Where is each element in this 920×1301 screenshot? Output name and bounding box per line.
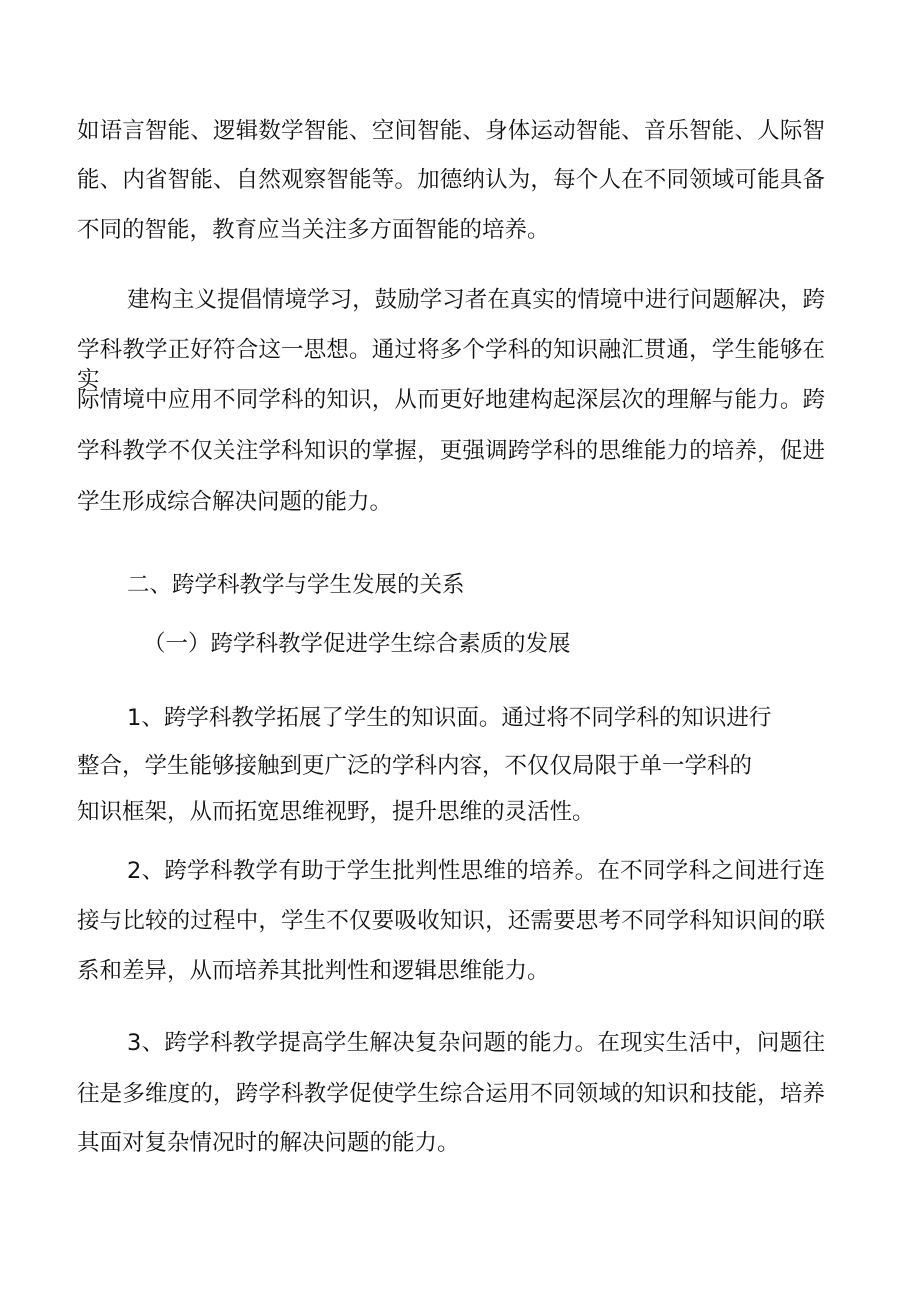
item-2-line-2: 接与比较的过程中，学生不仅要吸收知识，还需要思考不同学科知识间的联 <box>77 908 825 934</box>
paragraph-2-line-1: 建构主义提倡情境学习，鼓励学习者在真实的情境中进行问题解决，跨 <box>127 287 825 313</box>
paragraph-2-line-2: 学科教学正好符合这一思想。通过将多个学科的知识融汇贯通，学生能够在实 <box>77 337 825 393</box>
paragraph-1-line-1: 如语言智能、逻辑数学智能、空间智能、身体运动智能、音乐智能、人际智 <box>77 118 825 144</box>
item-2-line-3: 系和差异，从而培养其批判性和逻辑思维能力。 <box>77 958 550 984</box>
item-3-line-3: 其面对复杂情况时的解决问题的能力。 <box>77 1130 460 1156</box>
paragraph-1-line-2: 能、内省智能、自然观察智能等。加德纳认为，每个人在不同领域可能具备 <box>77 167 825 193</box>
item-1-line-1: 1、跨学科教学拓展了学生的知识面。通过将不同学科的知识进行 <box>127 705 772 731</box>
item-1-line-3: 知识框架，从而拓宽思维视野，提升思维的灵活性。 <box>77 799 595 825</box>
paragraph-1-line-3: 不同的智能，教育应当关注多方面智能的培养。 <box>77 217 550 243</box>
paragraph-2-line-5: 学生形成综合解决问题的能力。 <box>77 489 393 515</box>
subsection-heading: （一）跨学科教学促进学生综合素质的发展 <box>143 631 571 657</box>
paragraph-2-line-4: 学科教学不仅关注学科知识的掌握，更强调跨学科的思维能力的培养，促进 <box>77 438 825 464</box>
item-2-line-1: 2、跨学科教学有助于学生批判性思维的培养。在不同学科之间进行连 <box>127 858 825 884</box>
item-3-line-1: 3、跨学科教学提高学生解决复杂问题的能力。在现实生活中，问题往 <box>127 1030 825 1056</box>
paragraph-2-line-3: 际情境中应用不同学科的知识，从而更好地建构起深层次的理解与能力。跨 <box>77 387 825 413</box>
section-heading: 二、跨学科教学与学生发展的关系 <box>127 572 465 598</box>
item-1-line-2: 整合，学生能够接触到更广泛的学科内容，不仅仅局限于单一学科的 <box>77 753 753 779</box>
item-3-line-2: 往是多维度的，跨学科教学促使学生综合运用不同领域的知识和技能，培养 <box>77 1081 825 1107</box>
